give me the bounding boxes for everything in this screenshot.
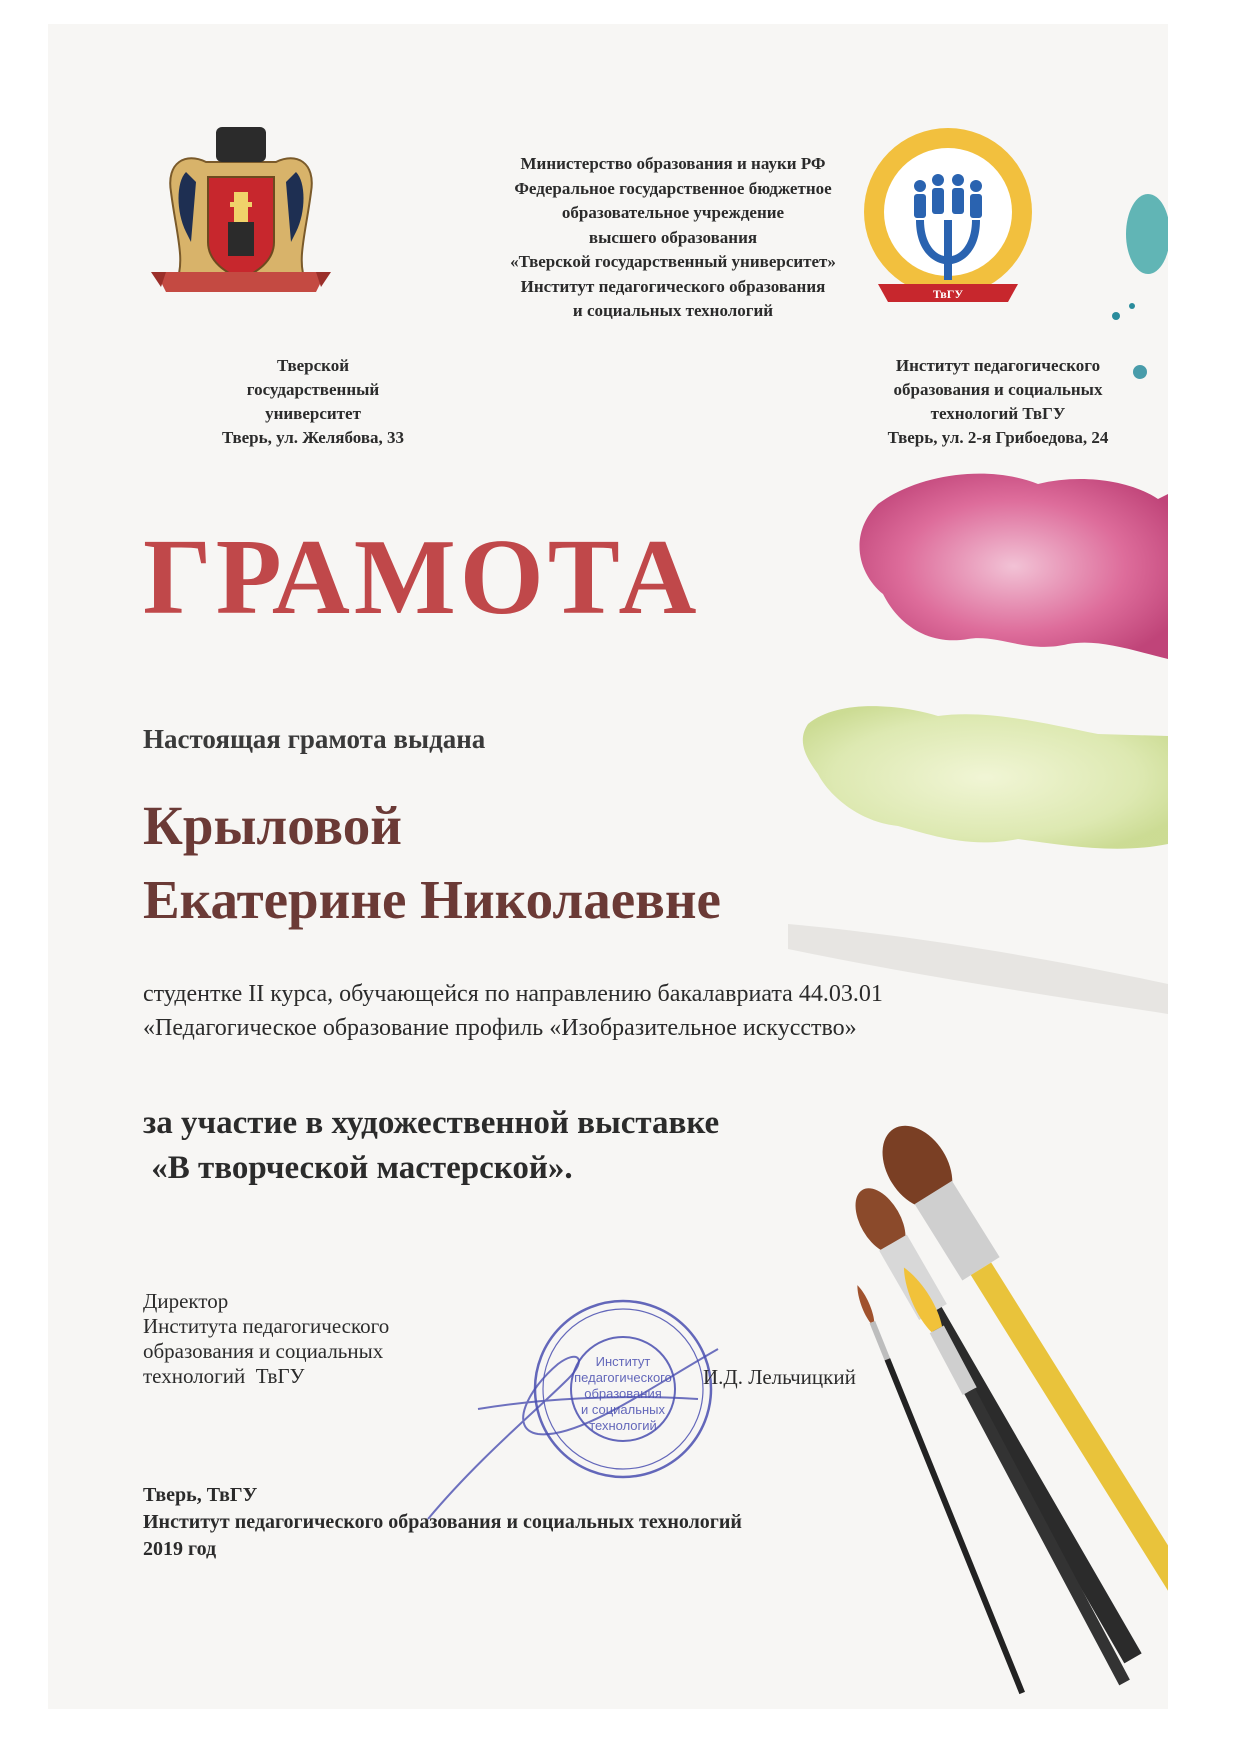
footer-city: Тверь, ТвГУ (143, 1484, 258, 1506)
ministry-line: Институт педагогического образования (520, 276, 826, 296)
certificate-title: ГРАМОТА (143, 518, 701, 637)
green-splash (803, 706, 1168, 849)
position-line: Института педагогического (143, 1314, 390, 1338)
university-line: университет (265, 404, 361, 423)
stamp-text: педагогического (574, 1370, 672, 1385)
stamp-text: Институт (595, 1354, 651, 1369)
university-line: Тверской (276, 356, 350, 375)
position-line: образования и социальных (143, 1339, 384, 1363)
university-address: Тверь, ул. Желябова, 33 (221, 428, 405, 447)
institute-line: технологий ТвГУ (930, 404, 1066, 423)
director-position (143, 1289, 389, 1389)
position-line: Директор (143, 1289, 229, 1313)
pink-splash (859, 474, 1168, 659)
ministry-header (443, 152, 903, 324)
recipient-given-names: Екатерине Николаевне (143, 869, 721, 930)
student-description (143, 977, 883, 1045)
certificate-footer (143, 1482, 742, 1563)
stamp-text: технологий (589, 1418, 657, 1433)
institute-line: образования и социальных (893, 380, 1103, 399)
coat-of-arms-icon (146, 122, 336, 302)
footer-institute: Институт педагогического образования и социальных технологий (143, 1511, 742, 1533)
reason-line: «В творческой мастерской». (143, 1150, 573, 1186)
certificate-sheet (48, 24, 1168, 1709)
stamp-text: образования (584, 1386, 662, 1401)
ministry-line: Федеральное государственное бюджетное (514, 178, 832, 198)
position-line: технологий ТвГУ (143, 1364, 305, 1388)
institute-address: Тверь, ул. 2-я Грибоедова, 24 (887, 428, 1109, 447)
recipient-name (143, 789, 721, 937)
emblem-ribbon-text: ТвГУ (932, 287, 964, 301)
footer-year: 2019 год (143, 1538, 217, 1560)
ministry-line: высшего образования (588, 227, 758, 247)
ministry-line: образовательное учреждение (561, 203, 785, 222)
ministry-line: Министерство образования и науки РФ (520, 154, 826, 173)
paint-brushes-icon (808, 1124, 1168, 1709)
signer-name: И.Д. Лельчицкий (703, 1365, 856, 1389)
award-reason (143, 1101, 719, 1191)
description-line: «Педагогическое образование профиль «Изобразительное искусство» (143, 1015, 857, 1041)
reason-line: за участие в художественной выставке (143, 1105, 720, 1141)
institute-line: Институт педагогического (895, 356, 1101, 375)
recipient-surname: Крыловой (143, 795, 402, 856)
university-line: государственный (246, 380, 380, 399)
institute-address-block (828, 354, 1168, 450)
description-line: студентке II курса, обучающейся по направлению бакалавриата 44.03.01 (143, 981, 883, 1007)
issued-to-label: Настоящая грамота выдана (143, 724, 486, 754)
stamp-text: и социальных (580, 1402, 666, 1417)
university-address-block (163, 354, 463, 450)
ministry-line: «Тверской государственный университет» (510, 252, 836, 271)
watercolor-decoration (748, 454, 1168, 1014)
ministry-line: и социальных технологий (572, 301, 774, 320)
